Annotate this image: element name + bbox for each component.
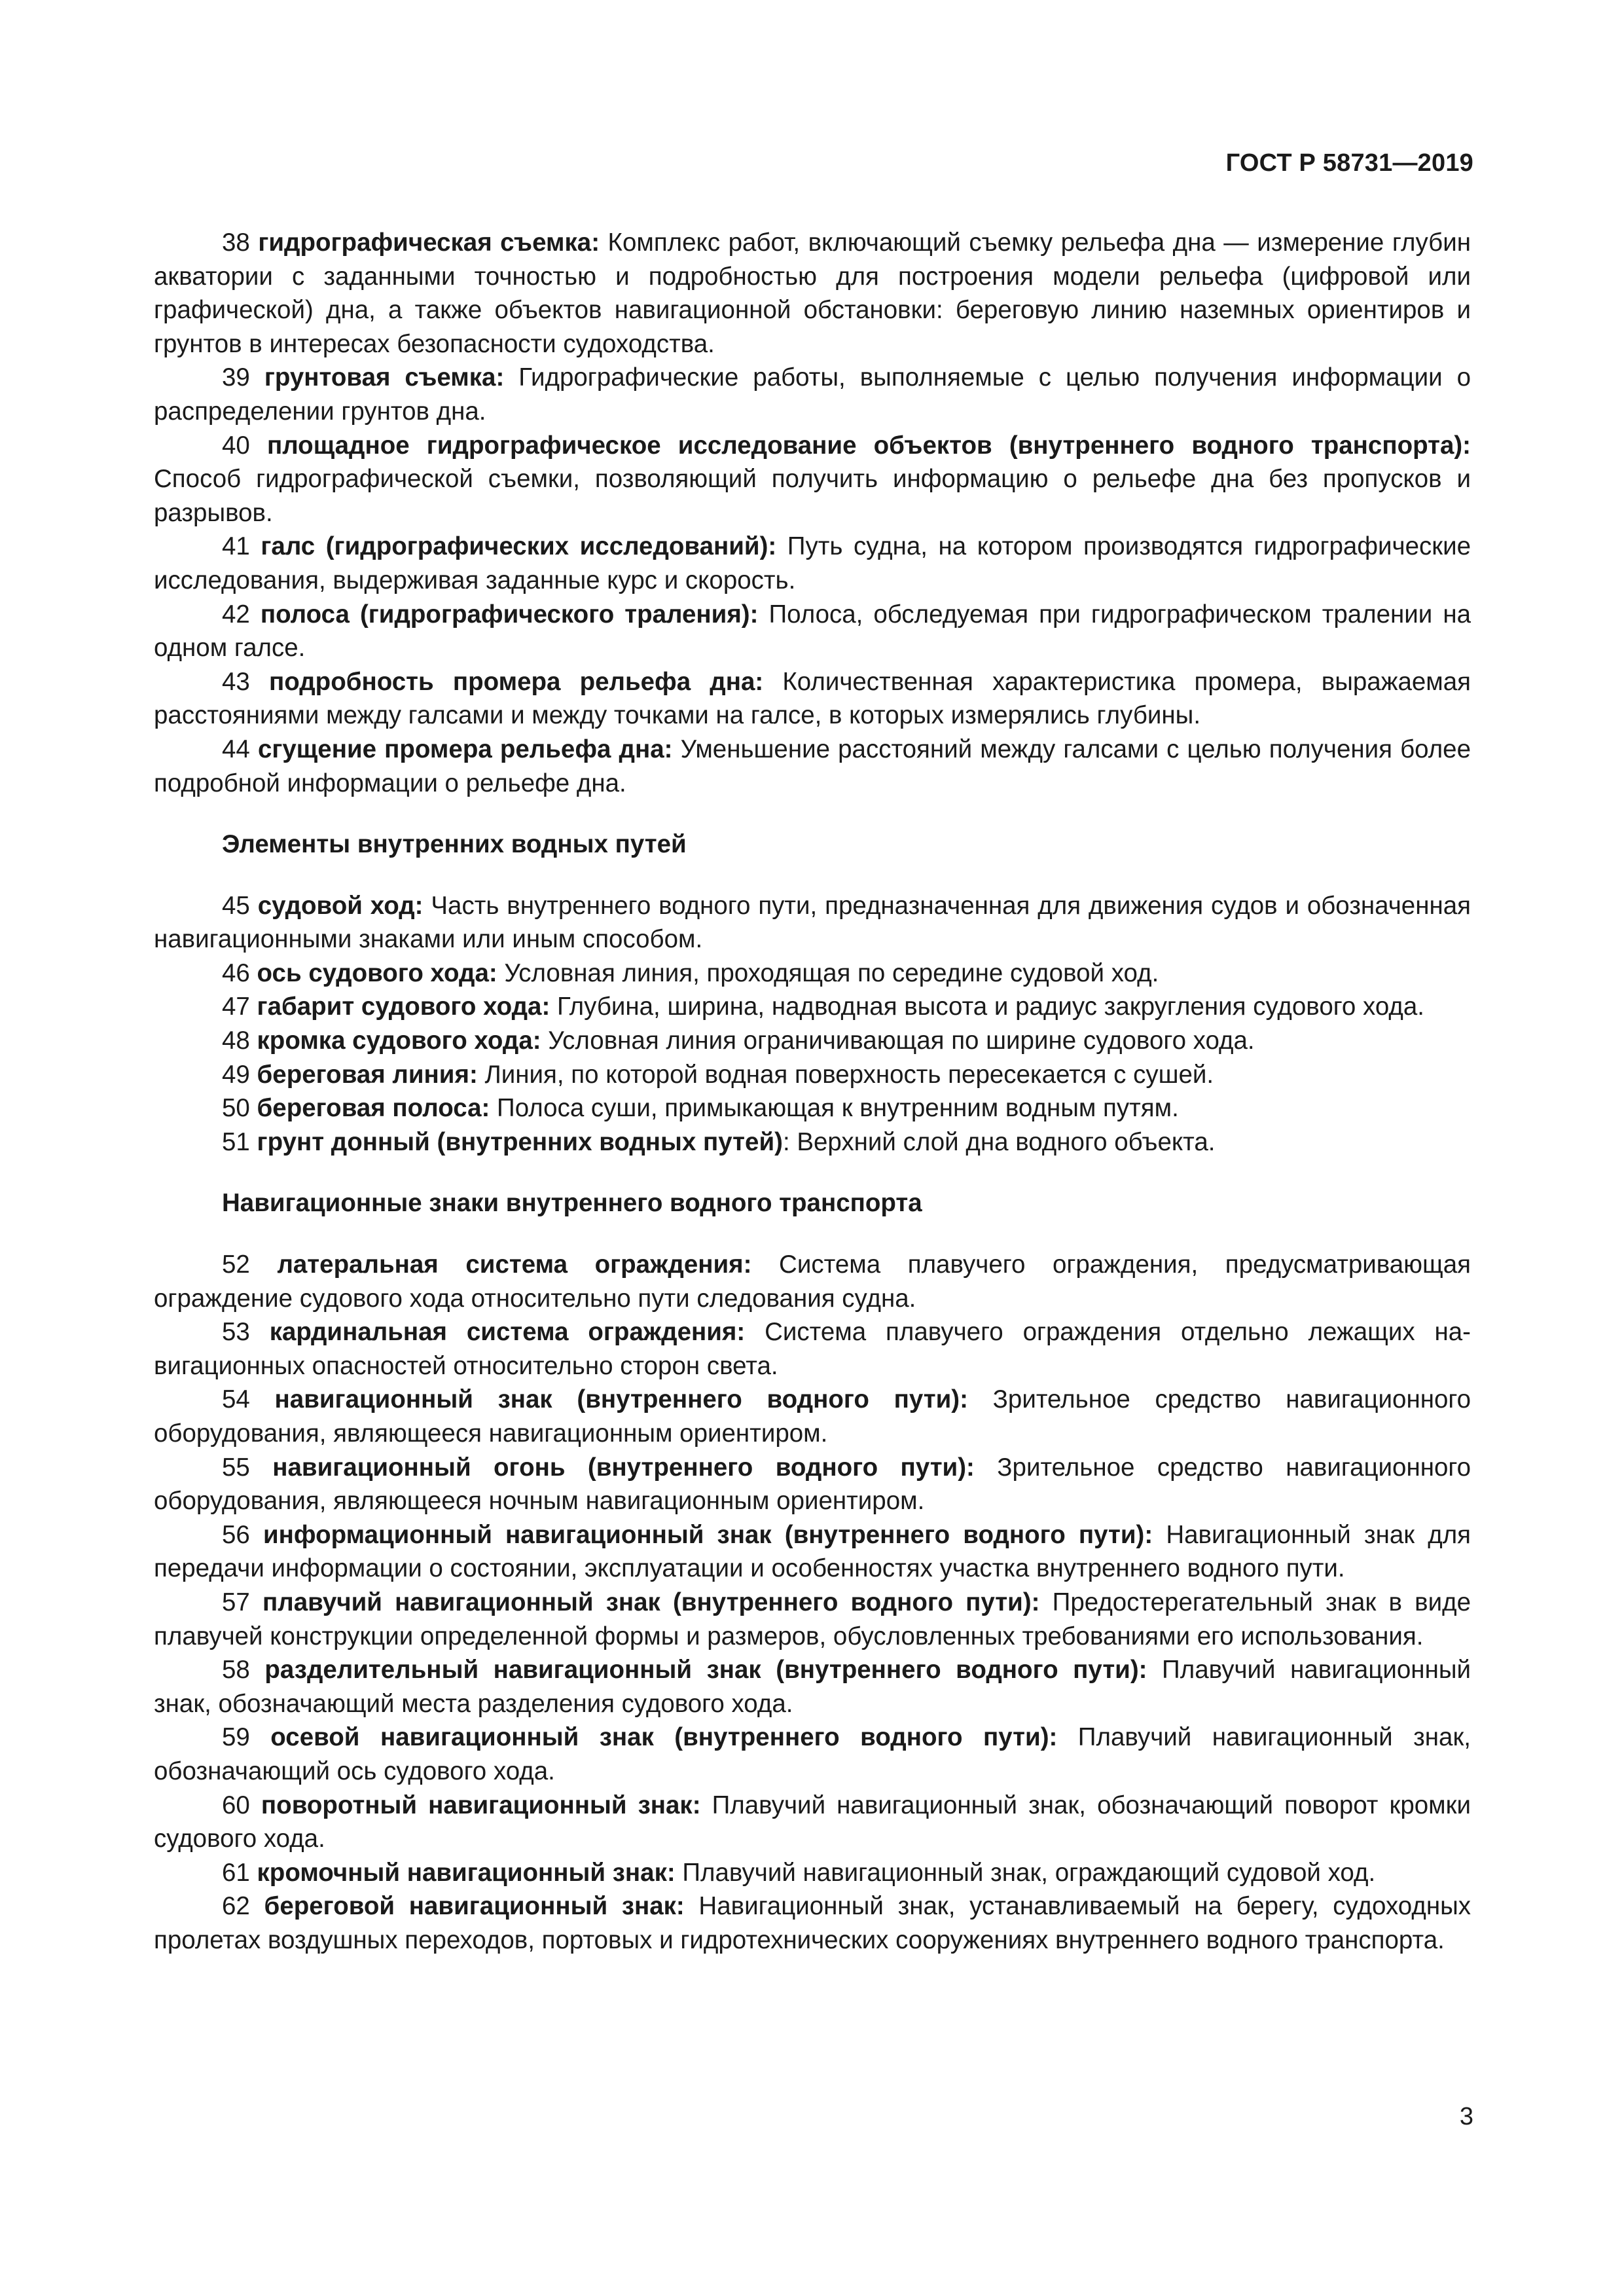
- term-name: грунт донный (внутренних водных путей): [257, 1127, 783, 1156]
- term-entry-59: [154, 1721, 1471, 1788]
- term-name: галс (гидрографических исследований):: [261, 532, 777, 561]
- term-name: подробность промера рельефа дна:: [268, 667, 764, 696]
- term-name: кромка судового хода:: [257, 1027, 541, 1055]
- term-number: 56: [222, 1520, 250, 1549]
- term-number: 38: [222, 228, 250, 257]
- term-name: береговой навигационный знак:: [264, 1892, 685, 1921]
- term-entry-39: [154, 361, 1471, 428]
- terms-group-hydrography: [154, 226, 1471, 800]
- term-name: судовой ход:: [257, 891, 424, 920]
- term-definition: Система плавучего ограждения, предусматривающая ограждение судового хода относительно пути следования судна.: [154, 1250, 1471, 1313]
- term-number: 51: [222, 1127, 250, 1156]
- term-definition: Количественная характеристика промера, выражаемая расстояниями между галсами и между точками на галсе, в которых измерялись глубины.: [154, 667, 1471, 730]
- term-number: 39: [222, 363, 250, 392]
- terms-group-waterway-elements: [154, 889, 1471, 1159]
- term-entry-41: [154, 530, 1471, 597]
- term-entry-45: [154, 889, 1471, 957]
- term-number: 49: [222, 1060, 250, 1089]
- term-name: кардинальная система ограждения:: [269, 1318, 746, 1347]
- term-definition: Условная линия ограничивающая по ширине судового хода.: [541, 1027, 1255, 1055]
- term-number: 41: [222, 532, 250, 561]
- term-definition: Навигационный знак для передачи информации о состоянии, эксплуатации и особенностях участка внутреннего водного пути.: [154, 1520, 1471, 1583]
- term-definition: Путь судна, на котором производятся гидрографические исследования, выдерживая заданные курс и скорость.: [154, 532, 1471, 594]
- term-number: 42: [222, 600, 250, 629]
- term-definition: Гидрографические работы, выполняемые с целью получения информации о распределении грунтов дна.: [154, 363, 1471, 426]
- term-definition: Комплекс работ, включающий съемку рельефа дна — измерение глубин акватории с заданными точностью и подробностью для построения модели рельефа (цифровой или графической) дна, а также объектов навигационной обстановки: береговую линию наземных ориентиров и грунтов в интересах безопасности судоходства.: [154, 228, 1471, 358]
- term-name: габарит судового хода:: [257, 993, 550, 1021]
- term-definition: Часть внутреннего водного пути, предназначенная для движения судов и обозначенная навигационными знаками или иным способом.: [154, 891, 1471, 954]
- term-name: информационный навигационный знак (внутреннего водного пути):: [262, 1520, 1153, 1549]
- term-name: береговая полоса:: [257, 1094, 490, 1123]
- term-definition: Предостерегательный знак в виде плавучей конструкции определенной формы и размеров, обусловленных требованиями его использования.: [154, 1588, 1471, 1650]
- term-number: 50: [222, 1094, 250, 1123]
- term-definition: Плавучий навигационный знак, обозначающий поворот кромки судового хода.: [154, 1791, 1471, 1853]
- section-heading-waterway-elements: Элементы внутренних водных путей: [222, 830, 687, 859]
- term-name: плавучий навигационный знак (внутреннего водного пути):: [262, 1588, 1040, 1616]
- term-entry-60: [154, 1789, 1471, 1856]
- term-name: поворотный навигационный знак:: [261, 1791, 701, 1819]
- document-designation: ГОСТ Р 58731—2019: [1225, 149, 1473, 177]
- term-number: 40: [222, 431, 250, 460]
- term-name: площадное гидрографическое исследование объектов (внутреннего водного транспорта):: [266, 431, 1471, 460]
- term-definition: Плавучий навигационный знак, ограждающий судовой ход.: [675, 1858, 1376, 1887]
- section-heading-navigation-signs: Навигационные знаки внутреннего водного транспорта: [222, 1189, 922, 1218]
- term-number: 54: [222, 1385, 250, 1414]
- term-number: 58: [222, 1656, 250, 1685]
- term-definition: Зрительное средство навигационного оборудования, являющееся навигационным ориентиром.: [154, 1385, 1471, 1448]
- term-definition: Полоса суши, примыкающая к внутренним водным путям.: [490, 1094, 1179, 1123]
- term-entry-44: [154, 733, 1471, 800]
- term-number: 59: [222, 1723, 250, 1752]
- term-name: полоса (гидрографического траления):: [260, 600, 759, 629]
- term-definition: Навигационный знак, устанавливаемый на берегу, судоходных пролетах воздушных переходов, портовых и гидротехнических сооружениях внутреннего водного транспорта.: [154, 1892, 1471, 1954]
- term-number: 45: [222, 891, 250, 920]
- term-number: 47: [222, 993, 250, 1021]
- term-entry-49: [154, 1058, 1471, 1092]
- term-name: навигационный огонь (внутреннего водного пути):: [272, 1453, 975, 1482]
- term-entry-57: [154, 1586, 1471, 1653]
- term-entry-52: [154, 1248, 1471, 1315]
- term-entry-58: [154, 1653, 1471, 1721]
- term-number: 60: [222, 1791, 250, 1819]
- term-entry-55: [154, 1451, 1471, 1518]
- document-body: [154, 226, 1471, 1958]
- term-definition: Зрительное средство навигационного оборудования, являющееся ночным навигационным ориентиром.: [154, 1453, 1471, 1516]
- term-entry-56: [154, 1518, 1471, 1586]
- page-number: 3: [1459, 2103, 1473, 2130]
- term-entry-42: [154, 598, 1471, 665]
- term-entry-48: [154, 1024, 1471, 1058]
- term-name: навигационный знак (внутреннего водного пути):: [274, 1385, 968, 1414]
- term-number: 55: [222, 1453, 250, 1482]
- term-name: ось судового хода:: [257, 958, 497, 987]
- term-name: разделительный навигационный знак (внутреннего водного пути):: [264, 1656, 1147, 1685]
- term-definition: Условная линия, проходящая по середине судовой ход.: [497, 958, 1159, 987]
- term-definition: Уменьшение расстояний между галсами с целью получения более подробной информации о рельефе дна.: [154, 735, 1471, 797]
- term-name: кромочный навигационный знак:: [257, 1858, 676, 1887]
- term-entry-61: [154, 1856, 1471, 1890]
- term-entry-40: [154, 429, 1471, 530]
- term-definition: Глубина, ширина, надводная высота и радиус закругления судового хода.: [550, 993, 1424, 1021]
- term-name: латеральная система ограждения:: [277, 1250, 752, 1279]
- term-name: грунтовая съемка:: [264, 363, 505, 392]
- term-entry-62: [154, 1889, 1471, 1957]
- term-number: 61: [222, 1858, 250, 1887]
- term-entry-54: [154, 1383, 1471, 1450]
- term-number: 46: [222, 958, 250, 987]
- term-entry-51: [154, 1125, 1471, 1159]
- term-number: 52: [222, 1250, 250, 1279]
- term-number: 62: [222, 1892, 250, 1921]
- term-entry-38: [154, 226, 1471, 361]
- term-definition: Способ гидрографической съемки, позволяющий получить информацию о рельефе дна без пропусков и разрывов.: [154, 465, 1471, 527]
- term-number: 44: [222, 735, 250, 763]
- term-definition: Полоса, обследуемая при гидрографическом тралении на одном галсе.: [154, 600, 1471, 663]
- term-name: осевой навигационный знак (внутреннего водного пути):: [270, 1723, 1058, 1752]
- term-name: сгущение промера рельефа дна:: [257, 735, 673, 763]
- term-entry-46: [154, 957, 1471, 991]
- term-number: 57: [222, 1588, 250, 1616]
- term-number: 43: [222, 667, 250, 696]
- term-definition: Плавучий навигационный знак, обозначающий ось судового хода.: [154, 1723, 1471, 1785]
- term-definition: Система плавучего ограждения отдельно лежащих навигационных опасностей относительно сторон света.: [154, 1318, 1471, 1380]
- term-entry-47: [154, 990, 1471, 1024]
- term-number: 53: [222, 1318, 250, 1347]
- term-definition: : Верхний слой дна водного объекта.: [782, 1127, 1216, 1156]
- term-definition: Плавучий навигационный знак, обозначающий места разделения судового хода.: [154, 1656, 1471, 1718]
- terms-group-navigation-signs: [154, 1248, 1471, 1957]
- term-name: гидрографическая съемка:: [258, 228, 600, 257]
- term-name: береговая линия:: [257, 1060, 478, 1089]
- term-entry-53: [154, 1315, 1471, 1383]
- term-entry-50: [154, 1091, 1471, 1125]
- term-entry-43: [154, 665, 1471, 733]
- term-number: 48: [222, 1027, 250, 1055]
- term-definition: Линия, по которой водная поверхность пересекается с сушей.: [477, 1060, 1214, 1089]
